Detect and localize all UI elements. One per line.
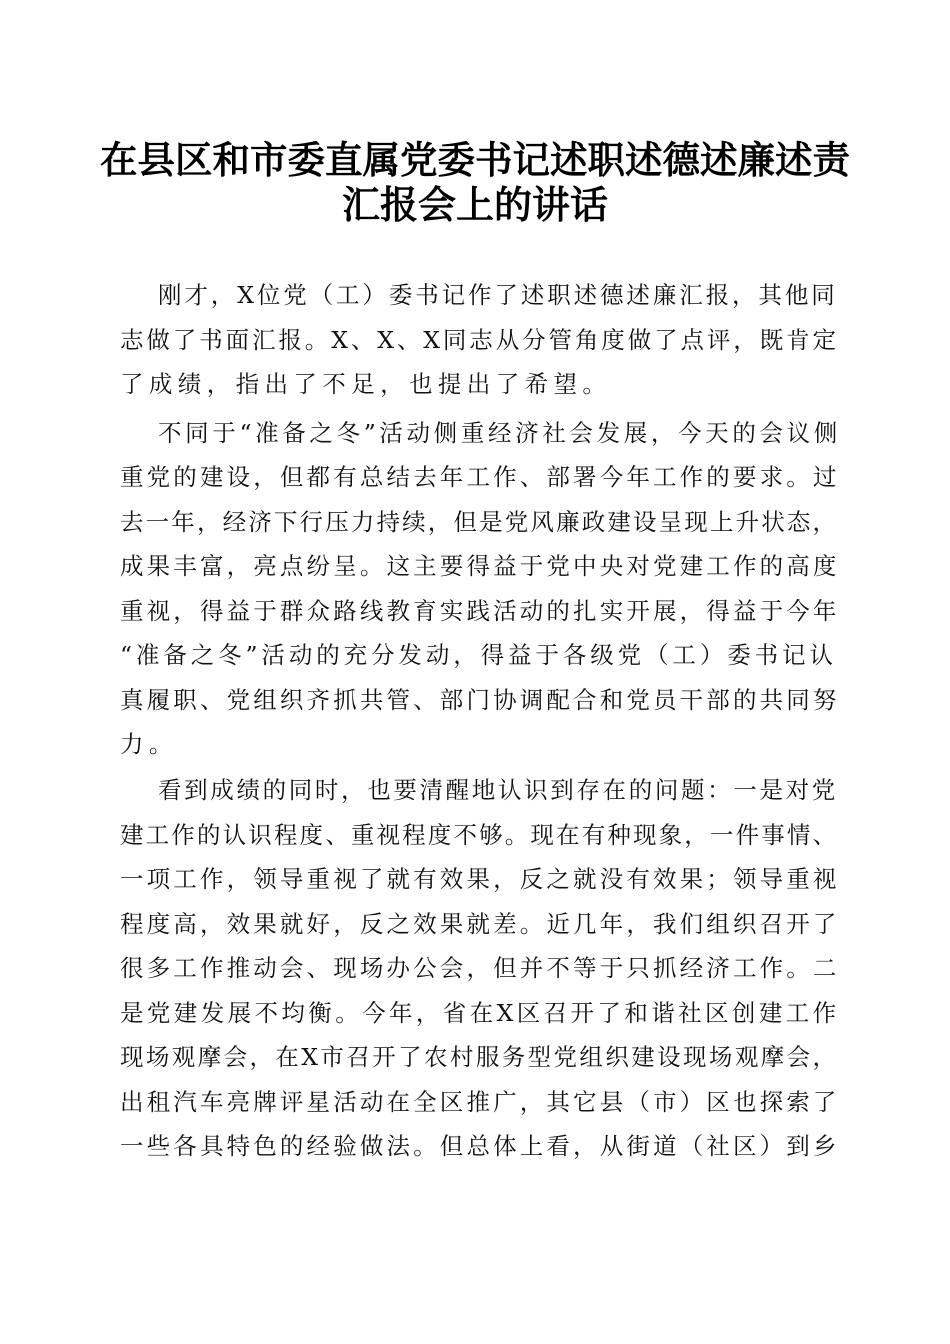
body-line: “准备之冬”活动的充分发动，得益于各级党（工）委书记认 (120, 641, 837, 669)
body-line: 建工作的认识程度、重视程度不够。现在有种现象，一件事情、 (120, 821, 839, 849)
body-line: 很多工作推动会、现场办公会，但并不等于只抓经济工作。二 (120, 954, 840, 982)
body-line: 了成绩，指出了不足，也提出了希望。 (120, 370, 612, 398)
body-line: 力。 (120, 730, 178, 758)
body-line: 不同于“准备之冬”活动侧重经济社会发展，今天的会议侧 (158, 419, 841, 447)
document-title-line-2: 汇报会上的讲话 (341, 182, 608, 227)
body-line: 真履职、党组织齐抓共管、部门协调配合和党员干部的共同努 (120, 686, 840, 714)
body-line: 一项工作，领导重视了就有效果，反之就没有效果；领导重视 (120, 865, 840, 893)
document-title-line-1: 在县区和市委直属党委书记述职述德述廉述责 (100, 138, 850, 182)
body-line: 志做了书面汇报。X、X、X同志从分管角度做了点评，既肯定 (120, 326, 839, 354)
body-line: 刚才，X位党（工）委书记作了述职述德述廉汇报，其他同 (158, 281, 838, 309)
body-line: 重视，得益于群众路线教育实践活动的扎实开展，得益于今年 (120, 597, 840, 625)
body-line: 程度高，效果就好，反之效果就差。近几年，我们组织召开了 (120, 910, 840, 938)
body-line: 看到成绩的同时，也要清醒地认识到存在的问题：一是对党 (158, 776, 838, 804)
body-line: 一些各具特色的经验做法。但总体上看，从街道（社区）到乡 (120, 1132, 840, 1160)
body-line: 重党的建设，但都有总结去年工作、部署今年工作的要求。过 (120, 463, 840, 491)
body-line: 成果丰富，亮点纷呈。这主要得益于党中央对党建工作的高度 (120, 552, 840, 580)
body-line: 是党建发展不均衡。今年，省在X区召开了和谐社区创建工作 (120, 999, 840, 1027)
body-line: 去一年，经济下行压力持续，但是党风廉政建设呈现上升状态， (120, 508, 839, 536)
body-line: 现场观摩会，在X市召开了农村服务型党组织建设现场观摩会， (120, 1043, 839, 1071)
body-line: 出租汽车亮牌评星活动在全区推广，其它县（市）区也探索了 (120, 1088, 840, 1116)
